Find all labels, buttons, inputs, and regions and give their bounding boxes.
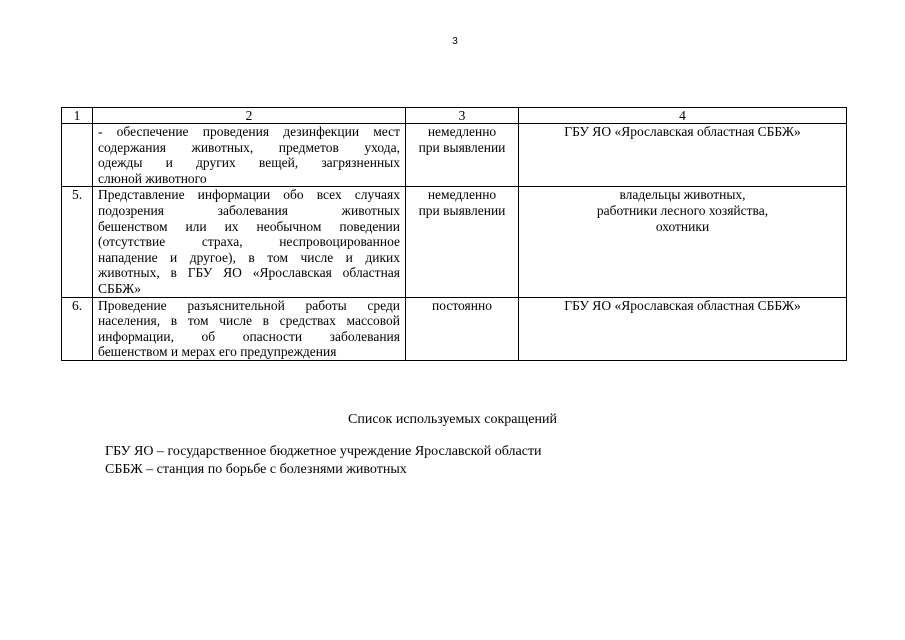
description-line: животных, в ГБУ ЯО «Ярославская областная (98, 265, 400, 281)
timing-line: немедленно (427, 187, 497, 203)
abbreviation-item: ГБУ ЯО – государственное бюджетное учреждение Ярославской области (105, 444, 542, 459)
row-description (93, 187, 406, 297)
row-responsible (519, 187, 847, 297)
responsible-line: ГБУ ЯО «Ярославская областная СББЖ» (564, 297, 801, 313)
description-line: населения, в том числе в средствах массовой (98, 313, 400, 329)
description-line: бешенством или их необычном поведении (98, 218, 400, 234)
description-line: - обеспечение проведения дезинфекции мест (98, 124, 400, 139)
column-header: 4 (519, 108, 847, 124)
column-header: 3 (406, 108, 519, 124)
description-line: нападение и другое), в том числе и диких (98, 249, 400, 265)
abbreviation-item: СББЖ – станция по борьбе с болезнями животных (105, 462, 407, 477)
row-number: 5. (62, 187, 93, 297)
timing-line: при выявлении (418, 139, 506, 155)
description-line: информации, об опасности заболевания (98, 328, 400, 344)
description-line: слюной животного (98, 170, 207, 186)
timing-line: при выявлении (418, 202, 506, 218)
description-line: бешенством и мерах его предупреждения (98, 344, 337, 360)
row-responsible (519, 297, 847, 360)
row-timing (406, 124, 519, 187)
table-header-row (62, 108, 847, 124)
description-line: содержания животных, предметов ухода, (98, 139, 400, 155)
row-number: 6. (62, 297, 93, 360)
responsible-line: ГБУ ЯО «Ярославская областная СББЖ» (564, 124, 801, 139)
responsible-line: владельцы животных, (619, 187, 746, 203)
description-line: подозрения заболевания животных (98, 202, 400, 218)
description-line: Представление информации обо всех случаях (98, 187, 400, 203)
row-number (62, 124, 93, 187)
measures-table (61, 107, 847, 361)
row-description (93, 124, 406, 187)
column-header: 2 (93, 108, 406, 124)
description-line: (отсутствие страха, неспровоцированное (98, 234, 400, 250)
table-row (62, 297, 847, 360)
row-description (93, 297, 406, 360)
page-number: 3 (452, 36, 458, 47)
row-timing (406, 187, 519, 297)
table-row (62, 124, 847, 187)
description-line: Проведение разъяснительной работы среди (98, 297, 400, 313)
column-header: 1 (62, 108, 93, 124)
row-timing (406, 297, 519, 360)
description-line: СББЖ» (98, 280, 142, 296)
timing-line: немедленно (427, 124, 497, 139)
timing-line: постоянно (432, 297, 492, 313)
table-row (62, 187, 847, 297)
row-responsible (519, 124, 847, 187)
description-line: одежды и других вещей, загрязненных (98, 155, 400, 171)
responsible-line: охотники (655, 218, 710, 234)
abbreviations-title: Список используемых сокращений (348, 412, 557, 427)
responsible-line: работники лесного хозяйства, (596, 202, 769, 218)
